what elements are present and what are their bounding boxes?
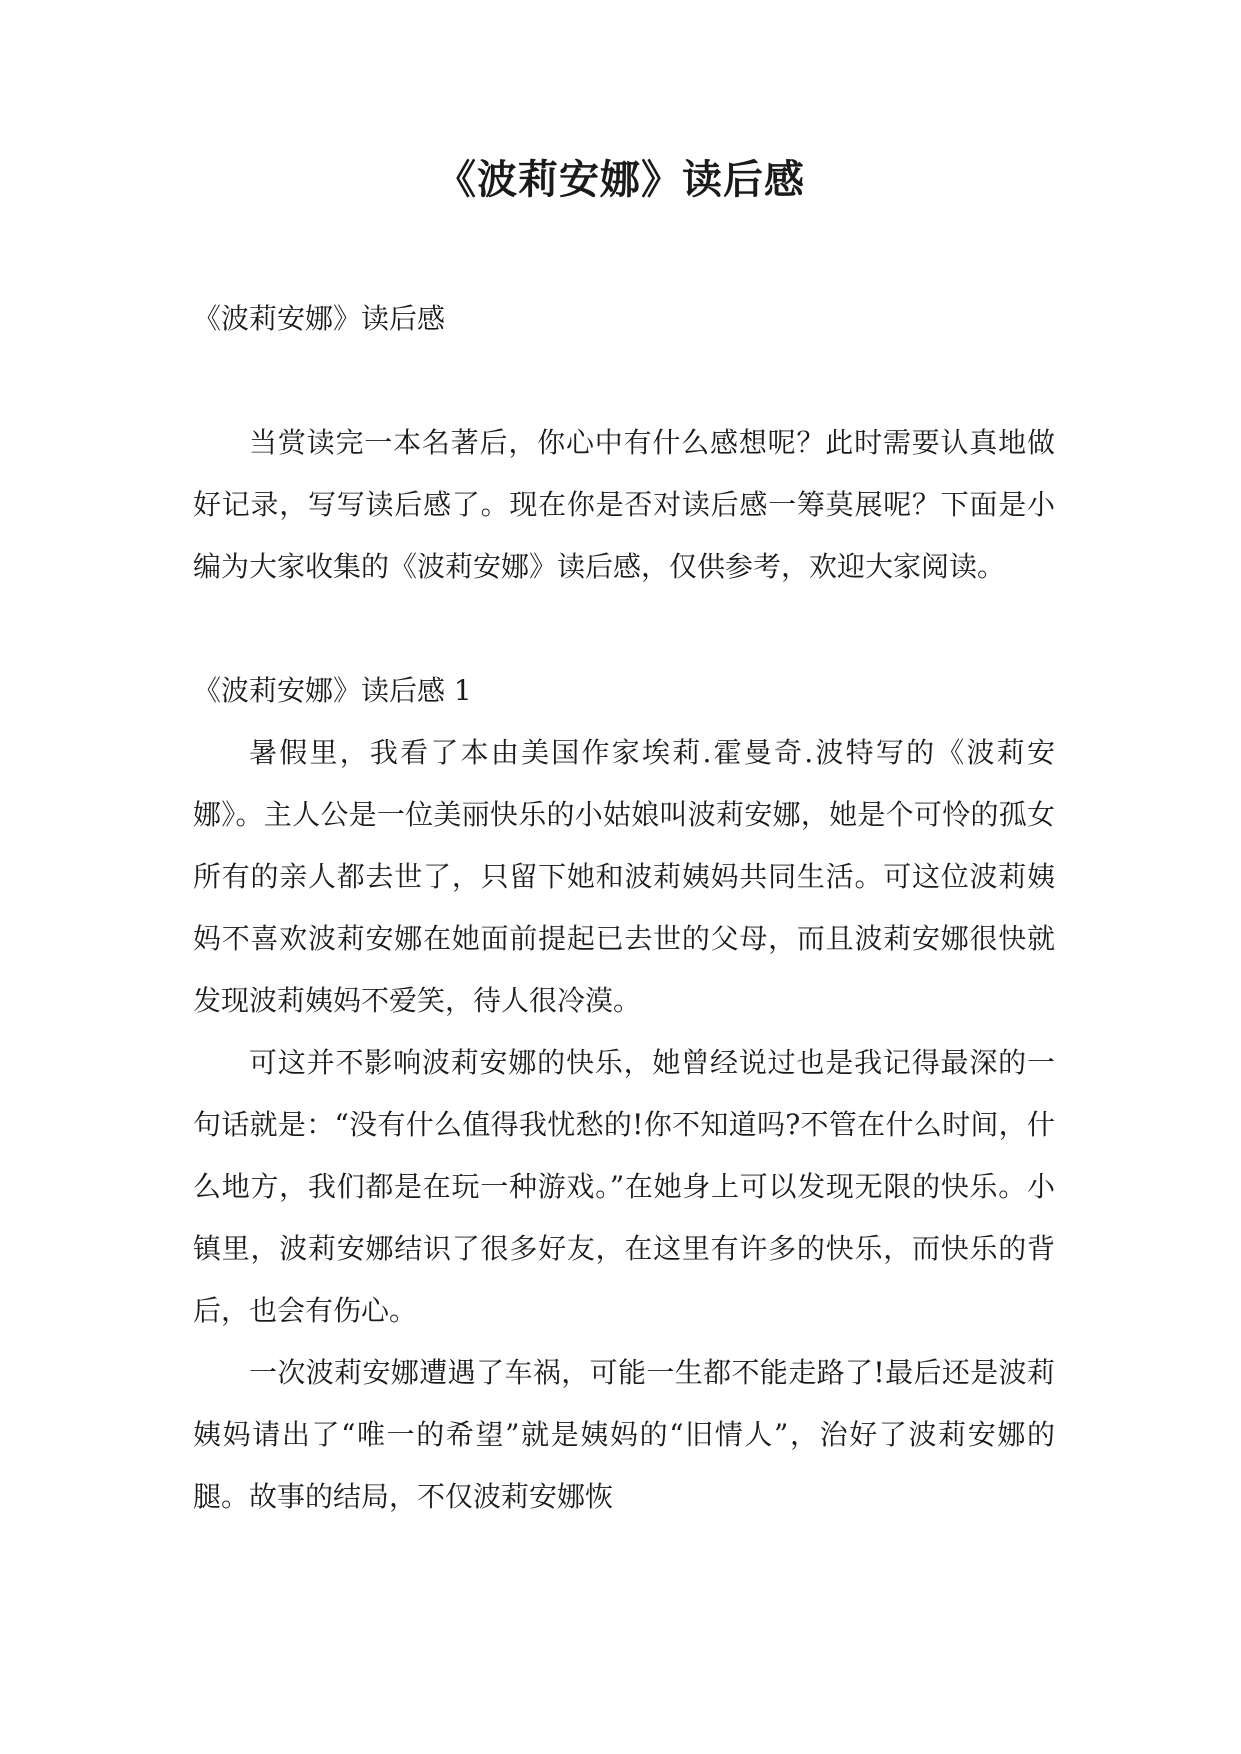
document-title: 《波莉安娜》读后感: [436, 157, 805, 203]
body-paragraph: 可这并不影响波莉安娜的快乐，她曾经说过也是我记得最深的一句话就是：“没有什么值得我忧愁的!你不知道吗?不管在什么时间，什么地方，我们都是在玩一种游戏。”在她身上可以发现无限的快乐。小镇里，波莉安娜结识了很多好友，在这里有许多的快乐，而快乐的背后，也会有伤心。: [193, 1046, 1055, 1327]
document-body: [193, 288, 1055, 1528]
body-paragraph: 一次波莉安娜遭遇了车祸，可能一生都不能走路了!最后还是波莉姨妈请出了“唯一的希望”就是姨妈的“旧情人”，治好了波莉安娜的腿。故事的结局，不仅波莉安娜恢: [193, 1356, 1055, 1513]
intro-paragraph: 当赏读完一本名著后，你心中有什么感想呢？此时需要认真地做好记录，写写读后感了。现在你是否对读后感一筹莫展呢？下面是小编为大家收集的《波莉安娜》读后感，仅供参考，欢迎大家阅读。: [193, 426, 1055, 583]
document-subtitle: 《波莉安娜》读后感: [193, 302, 446, 335]
body-paragraph: 暑假里，我看了本由美国作家埃莉.霍曼奇.波特写的《波莉安娜》。主人公是一位美丽快乐的小姑娘叫波莉安娜，她是个可怜的孤女所有的亲人都去世了，只留下她和波莉姨妈共同生活。可这位波莉姨妈不喜欢波莉安娜在她面前提起已去世的父母，而且波莉安娜很快就发现波莉姨妈不爱笑，待人很冷漠。: [193, 736, 1055, 1017]
section-title: 《波莉安娜》读后感 1: [193, 674, 472, 707]
